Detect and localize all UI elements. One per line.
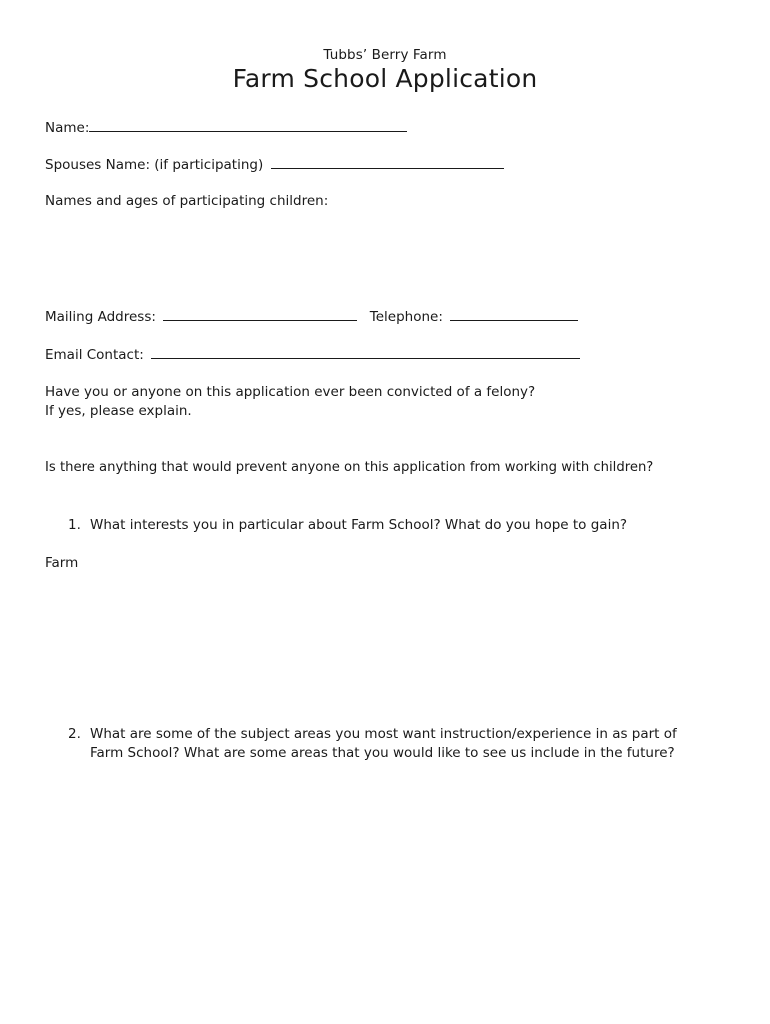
email-label: Email Contact: bbox=[45, 347, 144, 363]
name-field[interactable] bbox=[89, 117, 407, 132]
children-answer-area[interactable] bbox=[45, 214, 725, 300]
mailing-address-field[interactable] bbox=[163, 306, 357, 321]
question-2-number: 2. bbox=[68, 726, 81, 742]
question-1-text: What interests you in particular about Farm School? What do you hope to gain? bbox=[90, 517, 628, 533]
children-label: Names and ages of participating children: bbox=[45, 193, 329, 209]
name-label: Name: bbox=[45, 120, 90, 136]
felony-question: Have you or anyone on this application ever been convicted of a felony? bbox=[45, 384, 536, 400]
question-1-answer-area[interactable] bbox=[45, 576, 725, 716]
mailing-address-label: Mailing Address: bbox=[45, 309, 156, 325]
spouse-name-field[interactable] bbox=[271, 154, 504, 169]
email-field[interactable] bbox=[151, 344, 580, 359]
question-1-number: 1. bbox=[68, 517, 81, 533]
question-2-text-line2: Farm School? What are some areas that you would like to see us include in the future? bbox=[90, 745, 675, 761]
name-row bbox=[45, 117, 407, 138]
spouse-label: Spouses Name: (if participating) bbox=[45, 157, 264, 173]
felony-answer-area[interactable] bbox=[45, 424, 725, 454]
telephone-label: Telephone: bbox=[369, 309, 443, 325]
prevent-answer-area[interactable] bbox=[45, 480, 725, 510]
organization-name: Tubbs’ Berry Farm bbox=[323, 47, 447, 63]
question-2 bbox=[68, 725, 677, 744]
mailing-row bbox=[45, 306, 578, 327]
email-row bbox=[45, 344, 580, 365]
telephone-field[interactable] bbox=[450, 306, 578, 321]
felony-instruction: If yes, please explain. bbox=[45, 403, 192, 419]
question-1-answer[interactable]: Farm bbox=[45, 555, 79, 571]
question-1 bbox=[68, 516, 627, 535]
question-2-answer-area[interactable] bbox=[45, 770, 725, 990]
question-2-text-line1: What are some of the subject areas you most want instruction/experience in as part of bbox=[90, 726, 677, 742]
page-title: Farm School Application bbox=[232, 64, 538, 93]
prevent-question: Is there anything that would prevent anyone on this application from working with children? bbox=[45, 460, 654, 475]
spouse-row bbox=[45, 154, 504, 175]
